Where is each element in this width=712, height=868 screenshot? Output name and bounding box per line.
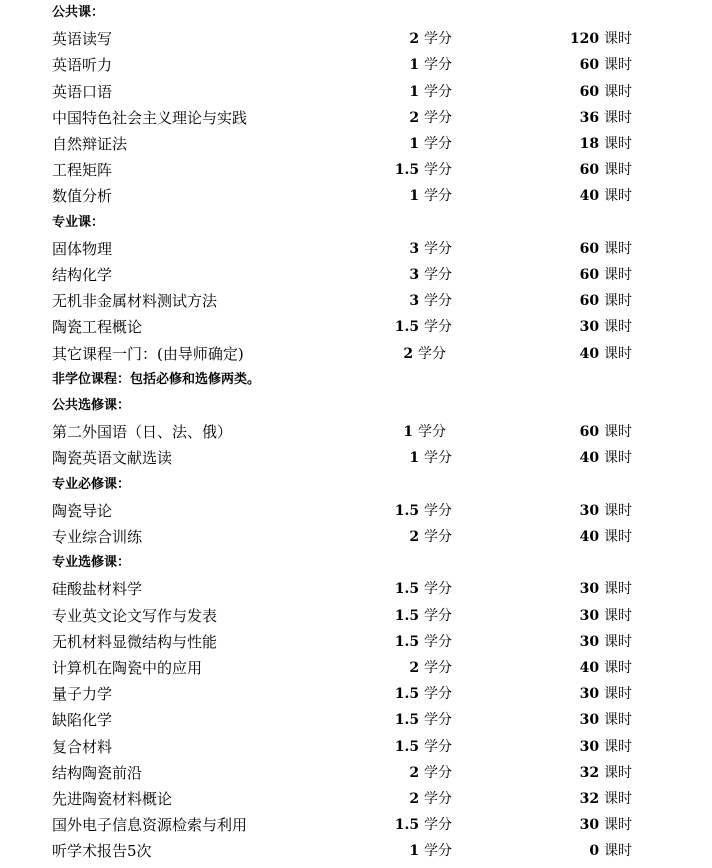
course-name: 专业综合训练 — [52, 528, 143, 546]
course-row — [0, 812, 712, 838]
hours-value: 40 — [579, 345, 604, 362]
hours-value: 40 — [579, 450, 604, 467]
course-hours — [580, 576, 632, 602]
course-name: 其它课程一门：(由导师确定) — [52, 344, 244, 363]
course-name: 计算机在陶瓷中的应用 — [52, 659, 203, 677]
section-heading: 专业课： — [52, 214, 105, 230]
hours-value: 60 — [579, 162, 604, 179]
credit-value: 1.5 — [394, 319, 424, 336]
course-row — [0, 576, 712, 602]
hours-unit: 课时 — [604, 843, 632, 860]
credit-value: 1.5 — [394, 817, 424, 834]
course-hours — [580, 157, 632, 183]
hours-value: 60 — [579, 267, 604, 283]
course-credit — [395, 576, 452, 602]
hours-unit: 课时 — [604, 267, 632, 283]
credit-unit: 学分 — [424, 450, 452, 467]
course-name: 第二外国语（日、法、俄） — [52, 423, 233, 442]
section-heading: 非学位课程：包括必修和选修两类。 — [52, 371, 261, 387]
course-hours — [580, 341, 632, 367]
course-hours — [580, 603, 632, 629]
course-credit — [409, 52, 452, 78]
hours-unit: 课时 — [604, 660, 632, 676]
course-name: 陶瓷导论 — [52, 501, 113, 520]
credit-value: 1.5 — [394, 162, 424, 179]
section-heading-row — [0, 393, 712, 419]
course-credit — [395, 707, 452, 733]
credit-value: 2 — [409, 764, 424, 781]
hours-unit: 课时 — [604, 424, 632, 441]
course-row — [0, 341, 712, 367]
credit-unit: 学分 — [424, 738, 452, 755]
course-credit — [395, 314, 452, 340]
course-hours — [580, 445, 632, 471]
course-row — [0, 498, 712, 524]
course-name: 国外电子信息资源检索与利用 — [52, 816, 248, 835]
credit-value: 1.5 — [394, 581, 424, 598]
section-heading: 公共课： — [52, 5, 105, 20]
credit-unit: 学分 — [424, 791, 452, 807]
course-credit — [409, 131, 452, 157]
hours-unit: 课时 — [604, 738, 632, 755]
course-name: 数值分析 — [52, 187, 113, 206]
course-credit — [409, 183, 452, 209]
credit-unit: 学分 — [424, 633, 452, 650]
course-row — [0, 105, 712, 131]
credit-unit: 学分 — [424, 293, 452, 310]
hours-value: 60 — [579, 57, 604, 74]
hours-value: 30 — [579, 817, 604, 834]
credit-value: 2 — [409, 31, 424, 48]
hours-value: 32 — [579, 764, 604, 781]
course-credit — [409, 760, 452, 786]
hours-unit: 课时 — [604, 502, 632, 519]
hours-unit: 课时 — [604, 319, 632, 336]
course-name: 专业英文论文写作与发表 — [52, 606, 218, 625]
credit-unit: 学分 — [424, 109, 452, 126]
credit-value: 1 — [403, 424, 418, 441]
credit-value: 1 — [409, 136, 424, 152]
course-row — [0, 786, 712, 812]
credit-unit: 学分 — [424, 764, 452, 781]
course-name: 陶瓷英语文献选读 — [52, 449, 173, 468]
course-name: 缺陷化学 — [52, 711, 113, 730]
course-row — [0, 681, 712, 707]
course-hours — [580, 629, 632, 655]
hours-unit: 课时 — [604, 57, 632, 74]
course-credit — [409, 236, 452, 262]
course-name: 英语听力 — [52, 56, 113, 75]
course-credit — [395, 681, 452, 707]
credit-value: 2 — [403, 345, 418, 362]
hours-unit: 课时 — [604, 188, 632, 205]
hours-value: 40 — [579, 660, 604, 676]
section-heading-row — [0, 550, 712, 576]
course-credit — [409, 262, 452, 288]
credit-unit: 学分 — [424, 136, 452, 152]
credit-unit: 学分 — [424, 660, 452, 676]
credit-unit: 学分 — [424, 607, 452, 624]
course-row — [0, 760, 712, 786]
course-row — [0, 157, 712, 183]
course-hours — [580, 786, 632, 812]
hours-value: 30 — [579, 607, 604, 624]
course-hours — [580, 498, 632, 524]
hours-value: 36 — [579, 109, 604, 126]
course-row — [0, 419, 712, 445]
hours-value: 30 — [579, 319, 604, 336]
section-heading-row — [0, 210, 712, 236]
section-heading-row — [0, 367, 712, 393]
credit-value: 1 — [409, 83, 424, 100]
hours-unit: 课时 — [604, 31, 632, 48]
course-row — [0, 236, 712, 262]
credit-unit: 学分 — [424, 267, 452, 283]
credit-unit: 学分 — [424, 817, 452, 834]
credit-value: 2 — [409, 660, 424, 676]
course-credit — [395, 734, 452, 760]
course-name: 陶瓷工程概论 — [52, 318, 143, 337]
credit-value: 1 — [409, 843, 424, 860]
course-hours — [580, 105, 632, 131]
course-name: 固体物理 — [52, 239, 113, 258]
hours-unit: 课时 — [604, 240, 632, 257]
course-name: 结构化学 — [52, 266, 113, 284]
course-row — [0, 314, 712, 340]
credit-value: 1.5 — [394, 502, 424, 519]
course-row — [0, 79, 712, 105]
credit-value: 3 — [409, 240, 424, 257]
credit-value: 2 — [409, 529, 424, 545]
credit-unit: 学分 — [418, 424, 446, 441]
credit-value: 1.5 — [394, 686, 424, 703]
course-row — [0, 629, 712, 655]
credit-value: 3 — [409, 293, 424, 310]
section-heading: 专业选修课： — [52, 555, 131, 571]
course-row — [0, 288, 712, 314]
hours-value: 60 — [579, 293, 604, 310]
hours-unit: 课时 — [604, 162, 632, 179]
hours-value: 40 — [579, 529, 604, 545]
course-hours — [580, 812, 632, 838]
course-credit — [395, 157, 452, 183]
course-hours — [589, 838, 632, 864]
course-hours — [580, 419, 632, 445]
course-name: 英语口语 — [52, 82, 113, 101]
credit-value: 1.5 — [394, 738, 424, 755]
course-name: 结构陶瓷前沿 — [52, 763, 143, 782]
course-credit — [409, 288, 452, 314]
course-name: 听学术报告5次 — [52, 842, 152, 861]
course-row — [0, 52, 712, 78]
credit-unit: 学分 — [424, 581, 452, 598]
course-credit — [395, 498, 452, 524]
section-heading: 专业必修课： — [52, 476, 131, 492]
hours-unit: 课时 — [604, 581, 632, 598]
course-hours — [580, 314, 632, 340]
hours-value: 30 — [579, 581, 604, 598]
course-credit — [395, 629, 452, 655]
hours-value: 0 — [589, 843, 604, 860]
course-name: 硅酸盐材料学 — [52, 580, 143, 599]
course-credit — [409, 786, 452, 812]
section-heading-row — [0, 0, 712, 26]
section-heading-row — [0, 472, 712, 498]
hours-unit: 课时 — [604, 764, 632, 781]
course-row — [0, 26, 712, 52]
hours-value: 30 — [579, 633, 604, 650]
hours-unit: 课时 — [604, 293, 632, 310]
credit-unit: 学分 — [424, 843, 452, 860]
hours-unit: 课时 — [604, 607, 632, 624]
course-credit — [409, 838, 452, 864]
course-hours — [580, 707, 632, 733]
course-credit — [403, 419, 446, 445]
credit-unit: 学分 — [424, 529, 452, 545]
course-name: 英语读写 — [52, 30, 113, 49]
hours-value: 60 — [579, 240, 604, 257]
hours-value: 30 — [579, 712, 604, 729]
hours-value: 40 — [579, 188, 604, 205]
hours-value: 30 — [579, 686, 604, 703]
credit-unit: 学分 — [424, 83, 452, 100]
course-row — [0, 183, 712, 209]
course-hours — [580, 131, 632, 157]
hours-unit: 课时 — [604, 686, 632, 703]
hours-value: 32 — [579, 791, 604, 807]
credit-value: 1.5 — [394, 633, 424, 650]
credit-unit: 学分 — [424, 188, 452, 205]
course-row — [0, 524, 712, 550]
course-hours — [580, 236, 632, 262]
credit-value: 1 — [409, 450, 424, 467]
course-hours — [580, 760, 632, 786]
course-credit — [409, 26, 452, 52]
course-name: 工程矩阵 — [52, 161, 113, 180]
hours-value: 30 — [579, 502, 604, 519]
credit-value: 1 — [409, 188, 424, 205]
hours-unit: 课时 — [604, 345, 632, 362]
credit-value: 2 — [409, 109, 424, 126]
section-heading: 公共选修课： — [52, 398, 131, 413]
credit-unit: 学分 — [424, 162, 452, 179]
credit-unit: 学分 — [424, 502, 452, 519]
credit-value: 3 — [409, 267, 424, 283]
hours-unit: 课时 — [604, 136, 632, 152]
course-name: 无机非金属材料测试方法 — [52, 292, 218, 311]
hours-unit: 课时 — [604, 712, 632, 729]
course-hours — [580, 655, 632, 681]
course-hours — [580, 734, 632, 760]
hours-unit: 课时 — [604, 529, 632, 545]
course-hours — [580, 288, 632, 314]
hours-unit: 课时 — [604, 633, 632, 650]
credit-unit: 学分 — [424, 686, 452, 703]
course-credit — [395, 603, 452, 629]
course-hours — [580, 79, 632, 105]
hours-value: 120 — [569, 31, 604, 48]
course-credit — [409, 655, 452, 681]
hours-unit: 课时 — [604, 817, 632, 834]
credit-value: 1.5 — [394, 607, 424, 624]
credit-unit: 学分 — [424, 31, 452, 48]
course-row — [0, 707, 712, 733]
course-hours — [580, 52, 632, 78]
course-row — [0, 838, 712, 864]
hours-value: 18 — [579, 136, 604, 152]
course-credit — [409, 79, 452, 105]
course-row — [0, 603, 712, 629]
hours-value: 30 — [579, 738, 604, 755]
course-credit — [409, 445, 452, 471]
course-name: 无机材料显微结构与性能 — [52, 632, 218, 651]
credit-value: 1 — [409, 57, 424, 74]
course-name: 量子力学 — [52, 685, 113, 704]
course-name: 复合材料 — [52, 737, 113, 756]
course-row — [0, 734, 712, 760]
course-name: 中国特色社会主义理论与实践 — [52, 108, 248, 127]
course-row — [0, 445, 712, 471]
course-name: 自然辩证法 — [52, 135, 128, 153]
credit-unit: 学分 — [424, 319, 452, 336]
course-hours — [580, 262, 632, 288]
hours-unit: 课时 — [604, 450, 632, 467]
course-hours — [570, 26, 632, 52]
hours-unit: 课时 — [604, 109, 632, 126]
course-row — [0, 262, 712, 288]
course-credit — [409, 524, 452, 550]
course-credit — [395, 812, 452, 838]
credit-value: 1.5 — [394, 712, 424, 729]
course-hours — [580, 681, 632, 707]
course-row — [0, 131, 712, 157]
credit-unit: 学分 — [424, 712, 452, 729]
course-hours — [580, 183, 632, 209]
hours-unit: 课时 — [604, 791, 632, 807]
credit-unit: 学分 — [418, 345, 446, 362]
course-credit — [409, 105, 452, 131]
hours-unit: 课时 — [604, 83, 632, 100]
hours-value: 60 — [579, 83, 604, 100]
credit-unit: 学分 — [424, 240, 452, 257]
credit-value: 2 — [409, 791, 424, 807]
course-credit — [403, 341, 446, 367]
course-row — [0, 655, 712, 681]
course-name: 先进陶瓷材料概论 — [52, 790, 173, 808]
course-hours — [580, 524, 632, 550]
hours-value: 60 — [579, 424, 604, 441]
credit-unit: 学分 — [424, 57, 452, 74]
